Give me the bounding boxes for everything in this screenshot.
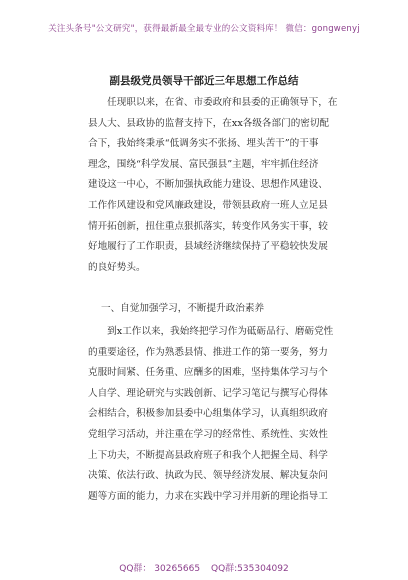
footer-qq-group-1: QQ群： 30265665 <box>119 564 201 574</box>
paragraph-line: 的重要途径，作为熟悉县情、推进工作的第一要务，努力 <box>88 346 328 358</box>
paragraph-line: 决策、依法行政、执政为民、领导经济发展、解决复杂问 <box>88 470 328 482</box>
paragraph-line: 会相结合，积极参加县委中心组集体学习，认真组织政府 <box>88 408 328 420</box>
footer-contact <box>0 561 408 574</box>
paragraph-line: 任现职以来，在省、市委政府和县委的正确领导下，在 <box>88 97 338 108</box>
paragraph-line: 党组学习活动，并注重在学习的经常性、系统性、实效性 <box>88 428 328 440</box>
paragraph-study <box>88 322 338 507</box>
paragraph-line: 题等方面的能力，力求在实践中学习并用新的理论指导工 <box>88 490 328 502</box>
paragraph-line: 克服时间紧、任务重、应酬多的困难，坚持集体学习与个 <box>88 367 328 379</box>
paragraph-line: 工作作风建设和党风廉政建设，带领县政府一班人立足县 <box>88 199 328 211</box>
paragraph-line: 人自学、理论研究与实践创新、记学习笔记与撰写心得体 <box>88 387 328 399</box>
section-heading: 一、自觉加强学习，不断提升政治素养 <box>101 303 265 314</box>
paragraph-line: 建设这一中心，不断加强执政能力建设、思想作风建设、 <box>88 179 328 191</box>
paragraph-line: 好地履行了工作职责，县域经济继续保持了平稳较快发展 <box>88 241 328 253</box>
paragraph-line: 的良好势头。 <box>88 261 146 273</box>
paragraph-line: 理念，围绕“科学发展、富民强县”主题，牢牢抓住经济 <box>88 158 319 170</box>
paragraph-line: 县人大、县政协的监督支持下，在xx各级各部门的密切配 <box>88 117 330 129</box>
paragraph-intro <box>88 93 338 278</box>
paragraph-line: 到x工作以来，我始终把学习作为砥砺品行、磨砺党性 <box>88 326 334 337</box>
paragraph-line: 合下，我始终秉承“低调务实不张扬、埋头苦干”的干事 <box>88 138 319 150</box>
document-title: 副县级党员领导干部近三年思想工作总结 <box>109 75 299 87</box>
paragraph-line: 上下功夫，不断提高县政府班子和我个人把握全局、科学 <box>88 449 328 461</box>
header-banner: 关注头条号"公文研究"，获得最新最全最专业的公文资料库！ 微信：gongwenyj <box>48 24 360 34</box>
footer-qq-group-2: QQ群:535304092 <box>210 564 289 574</box>
paragraph-line: 情开拓创新，扭住重点狠抓落实，转变作风务实干事，较 <box>88 220 328 232</box>
